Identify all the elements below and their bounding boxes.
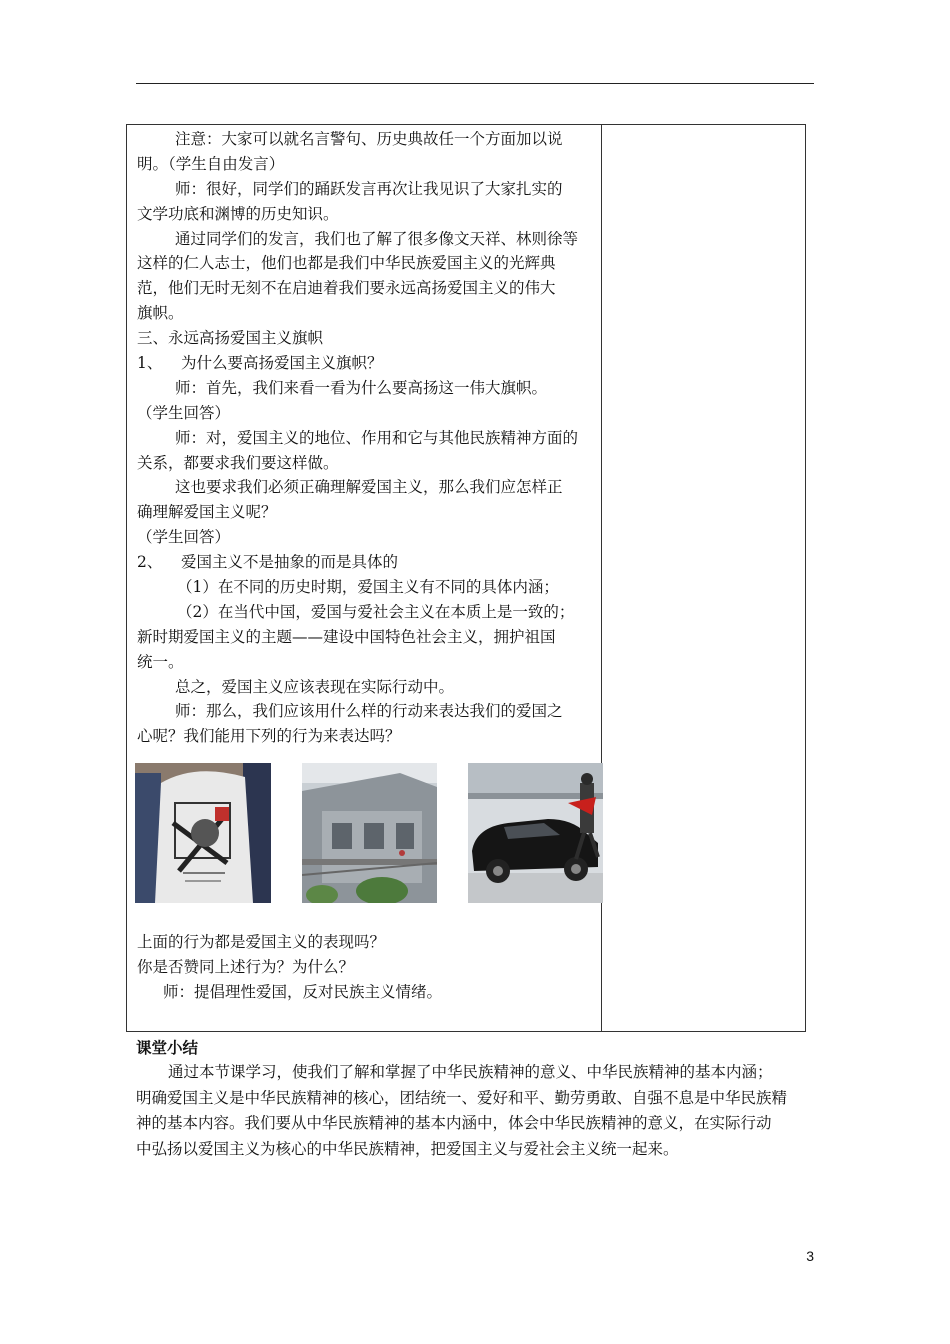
header-rule: [136, 83, 814, 84]
text-line: [137, 202, 597, 227]
lesson-content-cell: [137, 127, 597, 749]
line-text: 明。（学生自由发言）: [137, 154, 285, 173]
line-text: 统一。: [137, 652, 184, 671]
line-text: 为什么要高扬爱国主义旗帜？: [181, 354, 383, 373]
text-line: [137, 955, 597, 980]
line-text: （学生回答）: [137, 403, 231, 422]
summary-line: 中弘扬以爱国主义为核心的中华民族精神，把爱国主义与爱社会主义统一起来。: [136, 1139, 679, 1158]
line-text: （2）在当代中国，爱国与爱社会主义在本质上是一致的；: [177, 602, 575, 621]
summary-line: 神的基本内容。我们要从中华民族精神的基本内涵中，体会中华民族精神的意义，在实际行动: [136, 1114, 772, 1132]
text-line: [137, 675, 597, 700]
line-text: 这样的仁人志士，他们也都是我们中华民族爱国主义的光辉典: [137, 254, 556, 273]
list-number: 2、: [137, 553, 163, 572]
text-line: [137, 276, 597, 301]
line-text: 师：提倡理性爱国，反对民族主义情绪。: [163, 982, 443, 1001]
line-text: 你是否赞同上述行为？为什么？: [137, 957, 355, 976]
text-line: [137, 625, 597, 650]
line-text: 心呢？我们能用下列的行为来表达吗？: [137, 727, 401, 746]
photo-protest-shirt: [135, 763, 271, 903]
line-text: 文学功底和渊博的历史知识。: [137, 204, 339, 223]
text-line: [137, 525, 597, 550]
text-line: [137, 401, 597, 426]
line-text: 师：对，爱国主义的地位、作用和它与其他民族精神方面的: [175, 428, 579, 447]
photo-row: [135, 763, 603, 903]
text-line: [137, 650, 597, 675]
list-number: 1、: [137, 354, 163, 373]
text-line: [137, 475, 597, 500]
text-line: [137, 699, 597, 724]
line-text: 这也要求我们必须正确理解爱国主义，那么我们应怎样正: [175, 478, 563, 497]
line-text: 范，他们无时无刻不在启迪着我们要永远高扬爱国主义的伟大: [137, 279, 556, 298]
line-text: 三、永远高扬爱国主义旗帜: [137, 329, 324, 348]
text-line: [137, 980, 597, 1005]
text-line: [137, 930, 597, 955]
line-text: 通过同学们的发言，我们也了解了很多像文天祥、林则徐等: [175, 229, 579, 248]
text-line: [137, 600, 597, 625]
text-line: [137, 575, 597, 600]
line-text: 新时期爱国主义的主题——建设中国特色社会主义，拥护祖国: [137, 627, 556, 646]
text-line: [137, 550, 597, 575]
summary-title: 课堂小结: [136, 1039, 199, 1057]
line-text: 注意：大家可以就名言警句、历史典故任一个方面加以说: [175, 130, 563, 148]
discussion-questions: [137, 930, 597, 1005]
text-line: [137, 724, 597, 749]
line-text: （1）在不同的历史时期，爱国主义有不同的具体内涵；: [177, 578, 559, 597]
text-line: [137, 426, 597, 451]
text-line: [137, 227, 597, 252]
line-text: 确理解爱国主义呢？: [137, 503, 277, 522]
photo-car-attack: [468, 763, 603, 903]
text-line: [137, 251, 597, 276]
line-text: 总之，爱国主义应该表现在实际行动中。: [175, 677, 455, 696]
text-line: [137, 376, 597, 401]
line-text: 爱国主义不是抽象的而是具体的: [181, 553, 399, 572]
summary-line: 通过本节课学习，使我们了解和掌握了中华民族精神的意义、中华民族精神的基本内涵；: [168, 1063, 773, 1081]
line-text: （学生回答）: [137, 528, 231, 547]
text-line: [137, 152, 597, 177]
line-text: 关系，都要求我们要这样做。: [137, 453, 339, 472]
page-number: 3: [806, 1248, 814, 1264]
line-text: 师：很好，同学们的踊跃发言再次让我见识了大家扎实的: [175, 179, 563, 198]
text-line: [137, 301, 597, 326]
line-text: 师：那么，我们应该用什么样的行动来表达我们的爱国之: [175, 702, 563, 721]
text-line: [137, 326, 597, 351]
text-line: [137, 177, 597, 202]
line-text: 师：首先，我们来看一看为什么要高扬这一伟大旗帜。: [175, 378, 548, 397]
line-text: 旗帜。: [137, 304, 184, 323]
summary-line: 明确爱国主义是中华民族精神的核心，团结统一、爱好和平、勤劳勇敢、自强不息是中华民族精: [136, 1088, 788, 1107]
text-line: [137, 451, 597, 476]
text-line: [137, 500, 597, 525]
text-line: [137, 127, 597, 152]
line-text: 上面的行为都是爱国主义的表现吗？: [137, 933, 386, 951]
text-line: [137, 351, 597, 376]
lesson-table: [126, 124, 806, 1032]
photo-building: [302, 763, 437, 903]
class-summary: [136, 1036, 816, 1162]
